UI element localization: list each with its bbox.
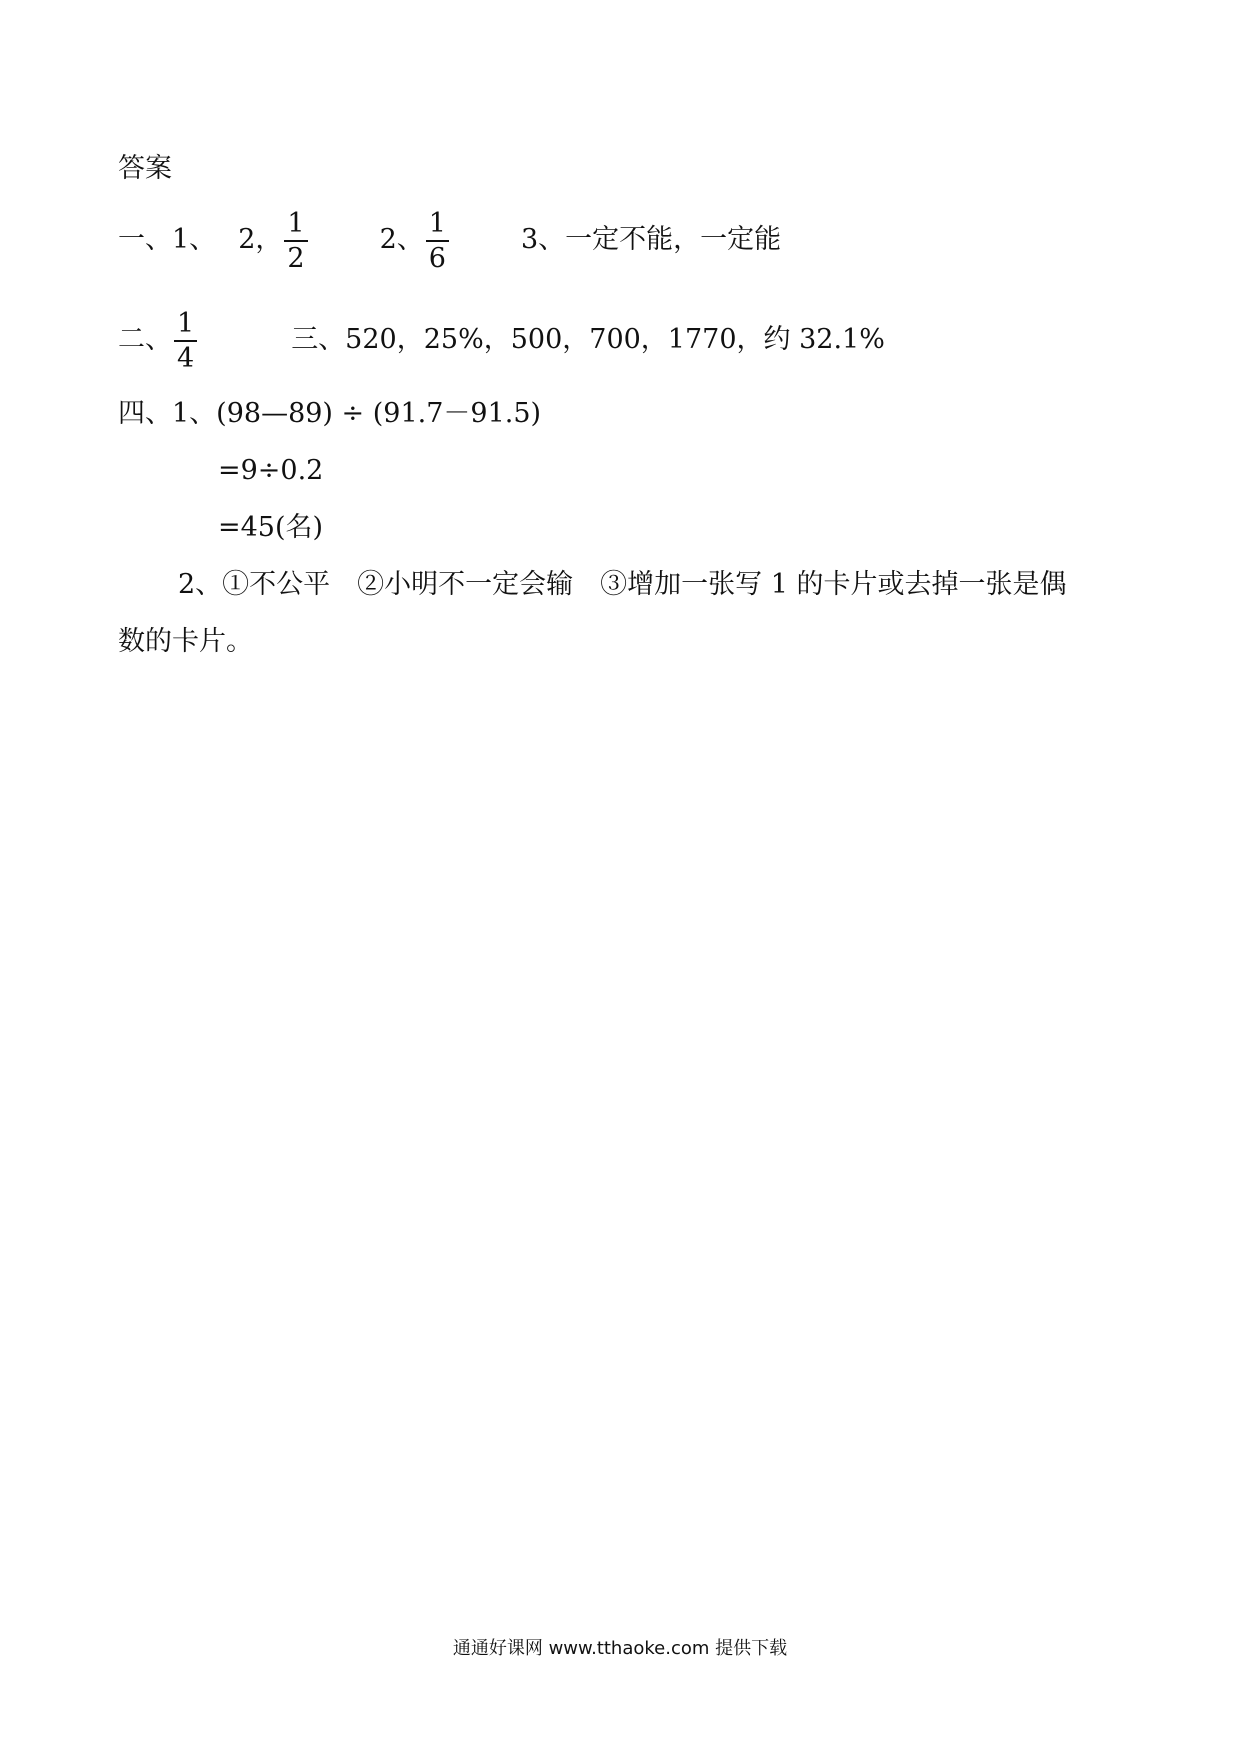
answer-title-text: 答案 [118, 153, 172, 184]
fraction-numerator: 1 [174, 310, 197, 342]
section-4-q1-line2 [218, 454, 323, 488]
fraction-denominator: 6 [428, 242, 446, 274]
section-1 [118, 205, 781, 275]
section-4-q1-line3-text: =45(名) [218, 512, 324, 543]
section-2-3 [118, 305, 885, 375]
section-3-text: 三、520，25%，500，700，1770，约 32.1% [291, 324, 885, 355]
section-4-q1-line3 [218, 511, 323, 545]
section-4-q2-line1 [178, 568, 1067, 602]
section-1-q1-value: 2， [238, 224, 283, 255]
section-4-q2-line2 [118, 625, 253, 659]
fraction-one-half [284, 207, 307, 274]
section-4-q1-line2-text: =9÷0.2 [218, 455, 324, 486]
fraction-numerator: 1 [426, 210, 449, 242]
footer-text: 通通好课网 www.tthaoke.com 提供下载 [452, 1638, 788, 1659]
section-4-q1-line1 [118, 397, 541, 431]
section-2-prefix: 二、 [118, 324, 172, 355]
fraction-denominator: 2 [287, 242, 305, 274]
section-4-q2-line1-text: 2、①不公平 ②小明不一定会输 ③增加一张写 1 的卡片或去掉一张是偶 [178, 569, 1067, 600]
answer-title [118, 152, 172, 186]
fraction-one-sixth [426, 207, 449, 274]
fraction-one-quarter [174, 307, 197, 374]
fraction-denominator: 4 [177, 342, 195, 374]
fraction-numerator: 1 [284, 210, 307, 242]
section-1-q2-prefix: 2、 [379, 224, 424, 255]
section-1-q3: 3、一定不能，一定能 [520, 224, 782, 255]
section-4-q1-line1-text: 四、1、(98—89) ÷ (91.7－91.5) [118, 398, 542, 429]
section-4-q2-line2-text: 数的卡片。 [118, 626, 253, 657]
section-1-prefix: 一、1、 [118, 224, 217, 255]
